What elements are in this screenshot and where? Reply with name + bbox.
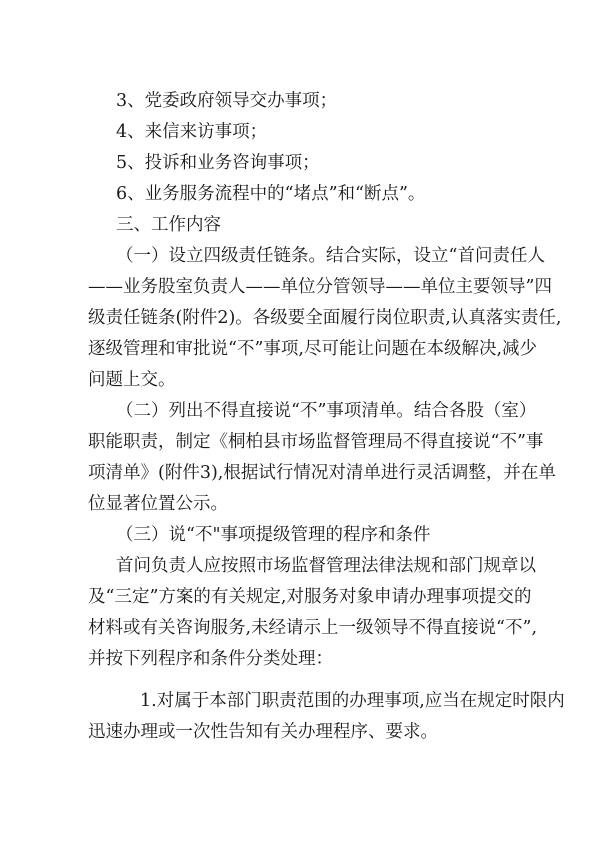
paragraph-line: 并按下列程序和条件分类处理： <box>88 649 333 669</box>
paragraph-line: 位显著位置公示。 <box>88 494 228 514</box>
list-item-3: 3、党委政府领导交办事项； <box>116 91 338 111</box>
paragraph-line: 级责任链条(附件2)。各级要全面履行岗位职责,认真落实责任, <box>88 308 562 328</box>
paragraph-line: 材料或有关咨询服务,未经请示上一级领导不得直接说“不”, <box>88 618 538 638</box>
paragraph-line: ——业务股室负责人——单位分管领导——单位主要领导”四 <box>88 277 552 297</box>
paragraph-line: 问题上交。 <box>88 370 176 390</box>
paragraph-line: 首问负责人应按照市场监督管理法律法规和部门规章以 <box>116 556 536 576</box>
paragraph-line: （二）列出不得直接说“不”事项清单。结合各股（室） <box>116 401 537 421</box>
paragraph-line: 职能职责，制定《桐柏县市场监督管理局不得直接说“不”事 <box>88 432 544 452</box>
list-item-4: 4、来信来访事项； <box>116 122 268 142</box>
subsection-heading: （三）说“不"事项提级管理的程序和条件 <box>116 525 431 545</box>
list-item-5: 5、投诉和业务咨询事项； <box>116 153 320 173</box>
paragraph-line: （一）设立四级责任链条。结合实际，设立“首问责任人 <box>116 246 545 266</box>
list-item-6: 6、业务服务流程中的“堵点”和“断点”。 <box>116 184 426 204</box>
paragraph-line: 项清单》(附件3),根据试行情况对清单进行灵活调整，并在单 <box>88 463 556 483</box>
paragraph-line: 及“三定”方案的有关规定,对服务对象申请办理事项提交的 <box>88 587 532 607</box>
section-heading-work-content: 三、工作内容 <box>116 215 221 235</box>
numbered-item-1: 1.对属于本部门职责范围的办理事项,应当在规定时限内 <box>140 691 565 711</box>
paragraph-line: 迅速办理或一次性告知有关办理程序、要求。 <box>88 722 438 742</box>
paragraph-line: 逐级管理和审批说“不”事项,尽可能让问题在本级解决,减少 <box>88 339 538 359</box>
